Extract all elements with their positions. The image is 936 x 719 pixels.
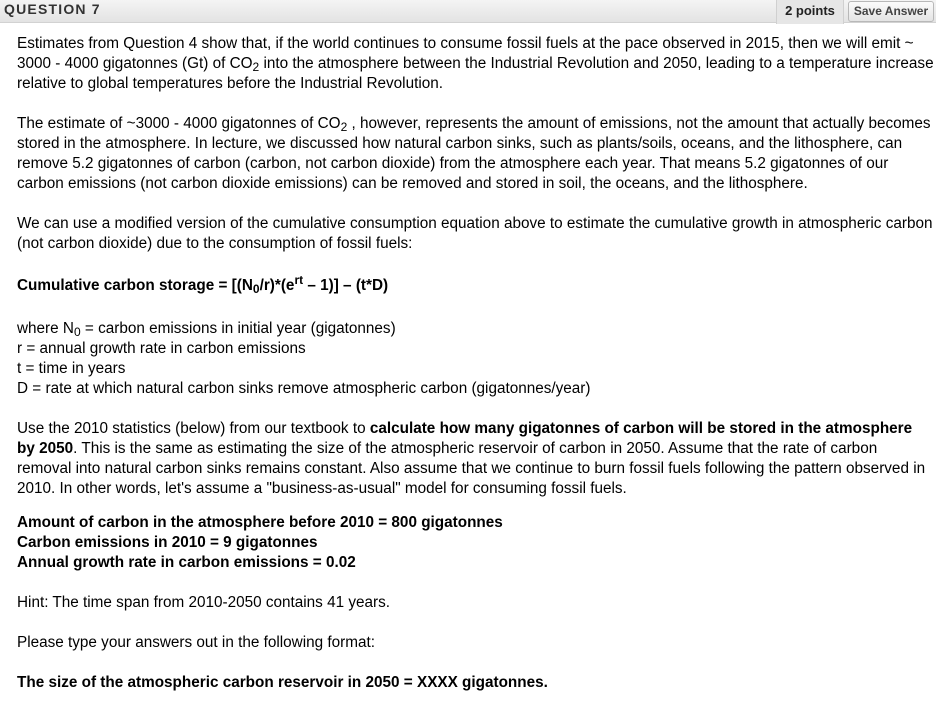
format-intro: Please type your answers out in the following format: <box>17 634 375 651</box>
save-answer-button[interactable]: Save Answer <box>848 1 934 22</box>
formula-rt-superscript: rt <box>294 273 304 287</box>
definition-n0-a: where N <box>17 320 74 337</box>
question-body <box>17 34 934 693</box>
variable-definitions <box>17 319 934 399</box>
question-title: QUESTION 7 <box>4 1 101 17</box>
instructions-text-a: Use the 2010 statistics (below) from our textbook to <box>17 420 370 437</box>
emissions-paragraph <box>17 114 934 194</box>
intro-paragraph <box>17 34 934 94</box>
formula <box>17 273 934 296</box>
stat-emissions-2010: Carbon emissions in 2010 = 9 gigatonnes <box>17 534 318 551</box>
equation-intro-paragraph: We can use a modified version of the cumulative consumption equation above to estimate the cumulative growth in atmospheric carbon (not carbon dioxide) due to the consumption of fossil fuels: <box>17 215 933 252</box>
format-answer: The size of the atmospheric carbon reservoir in 2050 = XXXX gigatonnes. <box>17 674 548 691</box>
instructions-text-b: . This is the same as estimating the size of the atmospheric reservoir of carbon in 2050. Assume that the rate of carbon removal into natural carbon sinks remains constant. Also assume that we continue to burn fossil fuels following the pattern observed in 2010. In other words, let's assume a "business-as-usual" model for consuming fossil fuels. <box>17 440 926 497</box>
definition-r: r = annual growth rate in carbon emissions <box>17 340 306 357</box>
intro-text-a: Estimates from Question 4 show that, if the world continues to consume fossil fuels at the pace observed in 2015, then we will emit ~ 3000 - 4000 gigatonnes (Gt) of CO <box>17 35 914 72</box>
stat-growth-rate: Annual growth rate in carbon emissions = 0.02 <box>17 554 356 571</box>
co2-subscript: 2 <box>340 120 348 134</box>
emissions-text-a: The estimate of ~3000 - 4000 gigatonnes of CO <box>17 115 341 132</box>
emissions-text-b: , however, represents the amount of emissions, not the amount that actually becomes stored in the atmosphere. In lecture, we discussed how natural carbon sinks, such as plants/soils, oceans, and the lithosphere, can remove 5.2 gigatonnes of carbon (carbon, not carbon dioxide) from the atmosphere each year. That means 5.2 gigatonnes of our carbon emissions (not carbon dioxide emissions) can be removed and stored in soil, the oceans, and the lithosphere. <box>17 115 931 192</box>
intro-text-b: into the atmosphere between the Industrial Revolution and 2050, leading to a temperature increase relative to global temperatures before the Industrial Revolution. <box>17 55 934 92</box>
definition-n0 <box>17 319 934 339</box>
formula-text-a: Cumulative carbon storage = [(N <box>17 277 253 294</box>
statistics-block <box>17 513 934 573</box>
definition-d: D = rate at which natural carbon sinks remove atmospheric carbon (gigatonnes/year) <box>17 380 591 397</box>
question-header <box>0 0 936 23</box>
formula-n0-subscript: 0 <box>252 282 260 296</box>
co2-subscript: 2 <box>252 60 260 74</box>
formula-text-b: /r)*(e <box>259 277 295 294</box>
n0-subscript: 0 <box>73 325 81 339</box>
hint-text: Hint: The time span from 2010-2050 contains 41 years. <box>17 594 390 611</box>
instructions-paragraph <box>17 419 934 499</box>
formula-text-c: – 1)] – (t*D) <box>303 277 389 294</box>
definition-n0-b: = carbon emissions in initial year (gigatonnes) <box>80 320 396 337</box>
definition-t: t = time in years <box>17 360 126 377</box>
stat-atmosphere-carbon: Amount of carbon in the atmosphere before 2010 = 800 gigatonnes <box>17 514 503 531</box>
points-badge: 2 points <box>776 0 844 24</box>
instructions-bold: calculate how many gigatonnes of carbon will be stored in the atmosphere by 2050 <box>17 420 913 457</box>
